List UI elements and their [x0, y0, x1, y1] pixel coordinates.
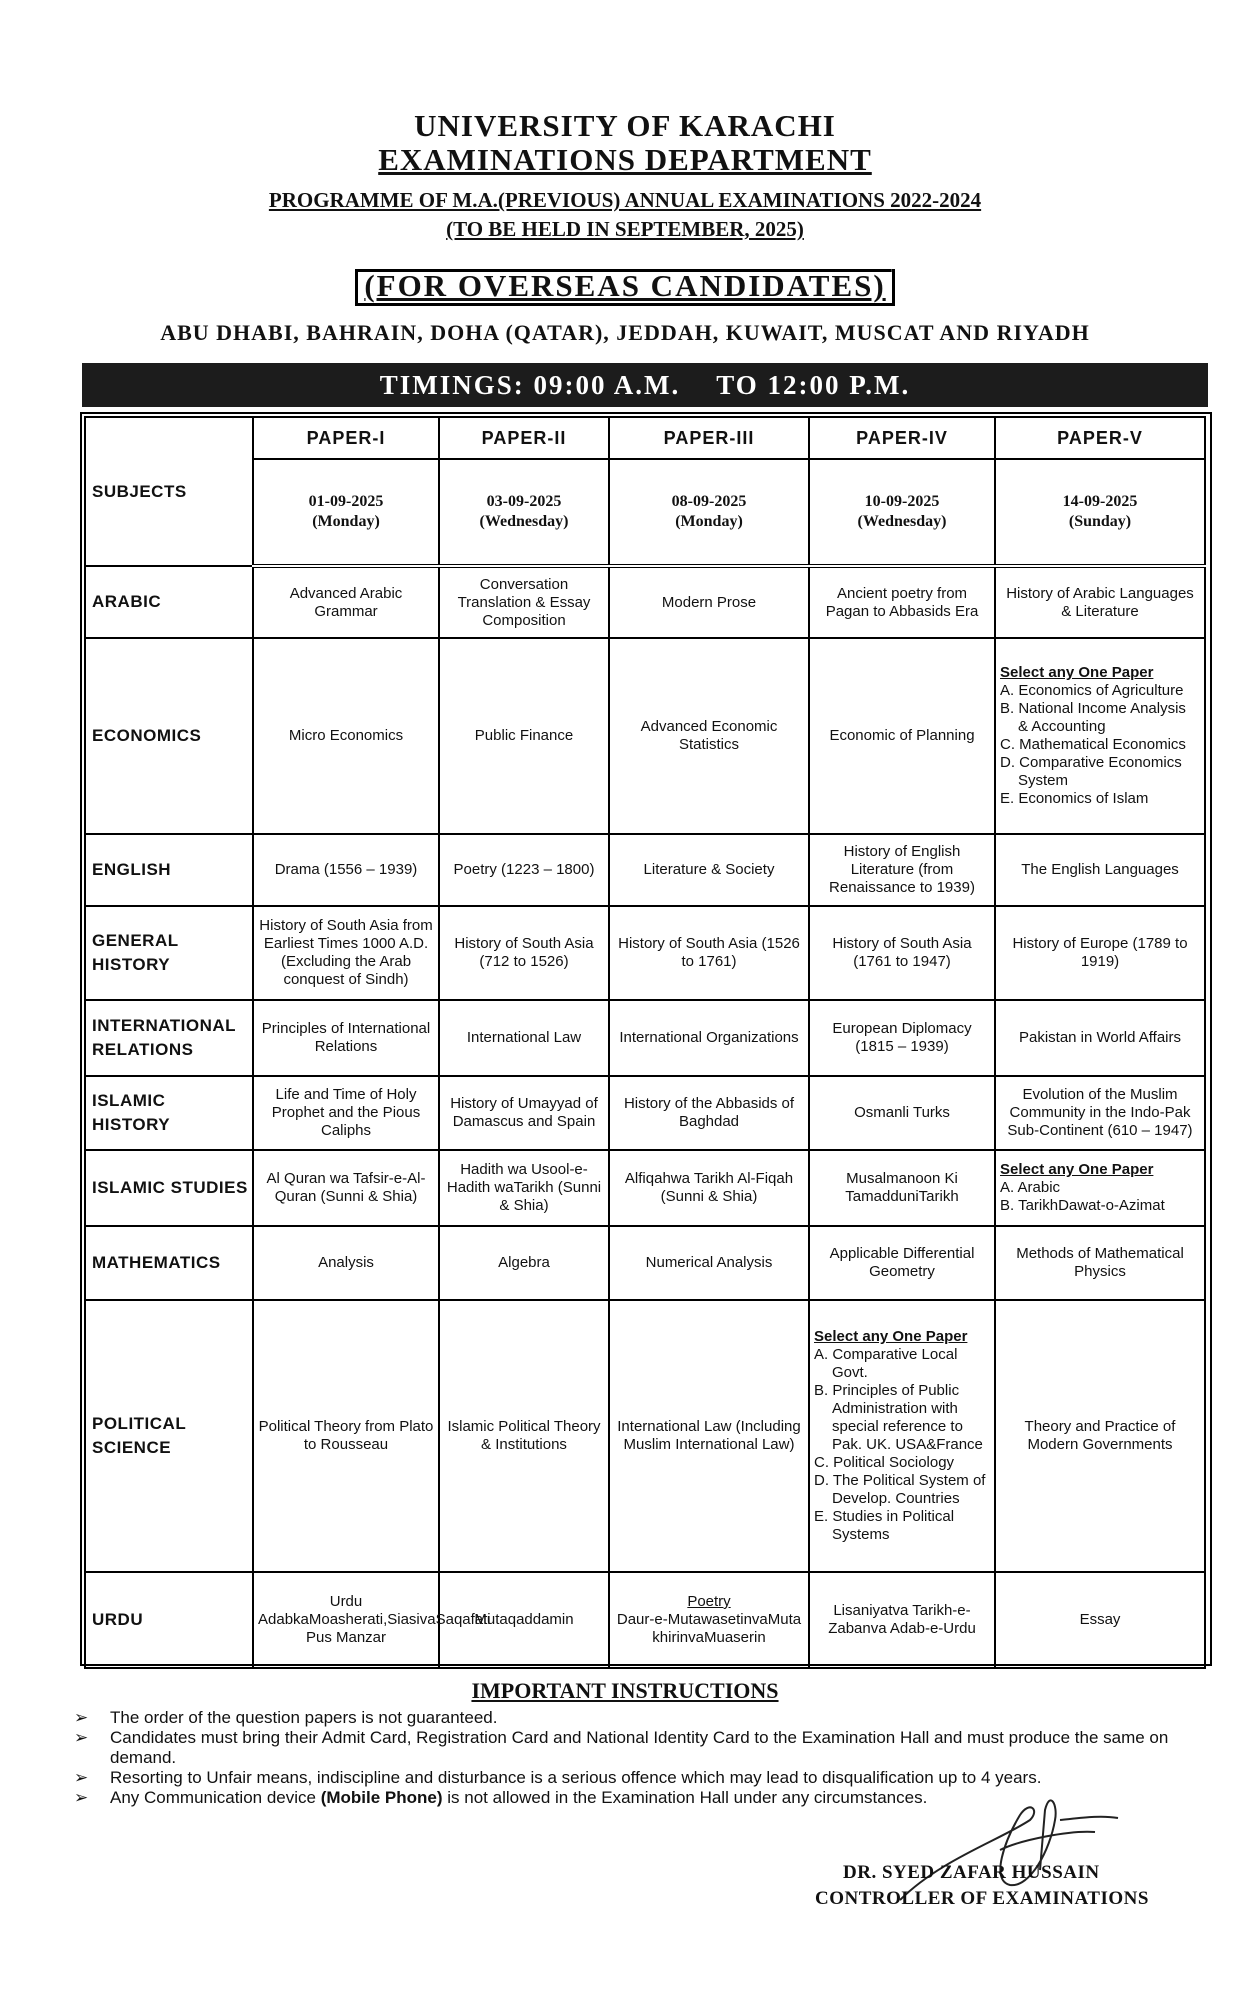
subjects-header: SUBJECTS: [85, 417, 253, 566]
paper-cell: Drama (1556 – 1939): [253, 834, 439, 906]
paper-cell: Political Theory from Plato to Rousseau: [253, 1300, 439, 1572]
option-item: D. The Political System of Develop. Countries: [814, 1472, 986, 1507]
table-row-islamic-studies: [85, 1150, 1205, 1226]
paper-cell: Evolution of the Muslim Community in the Indo-Pak Sub-Continent (610 – 1947): [995, 1076, 1205, 1150]
paper-cell: Numerical Analysis: [609, 1226, 809, 1300]
option-item: B. Principles of Public Administration with special reference to Pak. UK. USA&France: [814, 1382, 983, 1453]
paper-cell: Modern Prose: [609, 566, 809, 638]
subject-cell: URDU: [85, 1572, 253, 1668]
table-row-general-history: [85, 906, 1205, 1000]
subject-cell: INTERNATIONAL RELATIONS: [85, 1000, 253, 1076]
paper-cell: Alfiqahwa Tarikh Al-Fiqah (Sunni & Shia): [609, 1150, 809, 1226]
paper-cell: History of Arabic Languages & Literature: [995, 566, 1205, 638]
option-heading: Select any One Paper: [1000, 1161, 1154, 1178]
paper-cell-options: [995, 638, 1205, 834]
paper-cell: Micro Economics: [253, 638, 439, 834]
paper-4-date: 10-09-2025 (Wednesday): [809, 459, 995, 566]
paper-cell-options: [809, 1300, 995, 1572]
option-item: E. Economics of Islam: [1000, 790, 1149, 807]
candidates-text: (FOR OVERSEAS CANDIDATES): [355, 269, 894, 306]
paper-2-header: PAPER-II: [439, 417, 609, 459]
instructions-title: IMPORTANT INSTRUCTIONS: [471, 1678, 779, 1703]
signatory-name: DR. SYED ZAFAR HUSSAIN: [843, 1862, 1100, 1883]
subject-cell: ECONOMICS: [85, 638, 253, 834]
paper-cell: Musalmanoon Ki TamadduniTarikh: [809, 1150, 995, 1226]
arrow-bullet-icon: ➢: [74, 1768, 89, 1787]
timings-to: TO 12:00 P.M.: [716, 370, 911, 400]
paper-cell: Theory and Practice of Modern Governments: [995, 1300, 1205, 1572]
option-item: A. Economics of Agriculture: [1000, 682, 1184, 699]
paper-4-header: PAPER-IV: [809, 417, 995, 459]
university-name: UNIVERSITY OF KARACHI: [414, 108, 836, 143]
list-item: ➢ Any Communication device (Mobile Phone) is not allowed in the Examination Hall under any circumstances.: [74, 1788, 928, 1807]
poetry-heading: Poetry: [687, 1593, 731, 1610]
subject-cell: ENGLISH: [85, 834, 253, 906]
table-row-political-science: [85, 1300, 1205, 1572]
paper-cell: Essay: [995, 1572, 1205, 1668]
arrow-bullet-icon: ➢: [74, 1788, 89, 1807]
subject-cell: POLITICAL SCIENCE: [85, 1300, 253, 1572]
paper-2-date: 03-09-2025 (Wednesday): [439, 459, 609, 566]
paper-cell: History of the Abbasids of Baghdad: [609, 1076, 809, 1150]
poetry-body: Daur-e-MutawasetinvaMutakhirinvaMuaserin: [616, 1611, 802, 1646]
paper-cell: Urdu AdabkaMoasherati,SiasivaSaqafati Pus Manzar: [253, 1572, 439, 1668]
paper-cell: History of South Asia (712 to 1526): [439, 906, 609, 1000]
paper-cell: Poetry (1223 – 1800): [439, 834, 609, 906]
paper-cell: Advanced Economic Statistics: [609, 638, 809, 834]
paper-date-row: [85, 459, 1205, 566]
paper-cell: European Diplomacy (1815 – 1939): [809, 1000, 995, 1076]
paper-cell: Pakistan in World Affairs: [995, 1000, 1205, 1076]
subject-cell: MATHEMATICS: [85, 1226, 253, 1300]
paper-cell: International Law (Including Muslim International Law): [609, 1300, 809, 1572]
exam-centres: ABU DHABI, BAHRAIN, DOHA (QATAR), JEDDAH, KUWAIT, MUSCAT AND RIYADH: [160, 320, 1090, 345]
subject-cell: GENERAL HISTORY: [85, 906, 253, 1000]
paper-cell: Principles of International Relations: [253, 1000, 439, 1076]
held-date: [0, 217, 1250, 242]
paper-cell: Ancient poetry from Pagan to Abbasids Era: [809, 566, 995, 638]
table-row-islamic-history: [85, 1076, 1205, 1150]
paper-cell: The English Languages: [995, 834, 1205, 906]
table-row-urdu: [85, 1572, 1205, 1668]
option-item: D. Comparative Economics System: [1000, 754, 1182, 789]
paper-cell: Public Finance: [439, 638, 609, 834]
signatory-title: CONTROLLER OF EXAMINATIONS: [815, 1888, 1149, 1909]
paper-5-header: PAPER-V: [995, 417, 1205, 459]
paper-cell: Mutaqaddamin: [439, 1572, 609, 1668]
paper-cell: Hadith wa Usool-e-Hadith waTarikh (Sunni & Shia): [439, 1150, 609, 1226]
paper-cell: Analysis: [253, 1226, 439, 1300]
paper-cell: Methods of Mathematical Physics: [995, 1226, 1205, 1300]
programme-text: PROGRAMME OF M.A.(PREVIOUS) ANNUAL EXAMINATIONS 2022-2024: [268, 188, 982, 212]
arrow-bullet-icon: ➢: [74, 1728, 89, 1747]
candidates-banner: [0, 268, 1250, 306]
subject-cell: ISLAMIC STUDIES: [85, 1150, 253, 1226]
list-item: ➢ The order of the question papers is not guaranteed.: [74, 1708, 498, 1727]
paper-cell: [609, 1572, 809, 1668]
paper-cell: History of South Asia (1761 to 1947): [809, 906, 995, 1000]
option-item: A. Comparative Local Govt.: [814, 1346, 958, 1381]
timings-label: TIMINGS: 09:00 A.M.: [379, 370, 681, 400]
option-heading: Select any One Paper: [1000, 664, 1154, 681]
option-item: E. Studies in Political Systems: [814, 1508, 955, 1543]
option-heading: Select any One Paper: [814, 1328, 968, 1345]
paper-cell: Osmanli Turks: [809, 1076, 995, 1150]
option-item: C. Political Sociology: [814, 1454, 955, 1471]
table-row-english: [85, 834, 1205, 906]
list-item: ➢ Candidates must bring their Admit Card, Registration Card and National Identity Card to the Examination Hall and must produce the same on demand.: [74, 1728, 1169, 1767]
paper-3-header: PAPER-III: [609, 417, 809, 459]
paper-1-date: 01-09-2025 (Monday): [253, 459, 439, 566]
paper-cell: Conversation Translation & Essay Composition: [439, 566, 609, 638]
option-item: A. Arabic: [1000, 1179, 1061, 1196]
table-row-arabic: [85, 566, 1205, 638]
paper-cell: History of Europe (1789 to 1919): [995, 906, 1205, 1000]
paper-cell-options: [995, 1150, 1205, 1226]
timings-bar: [82, 363, 1208, 407]
paper-cell: Lisaniyatva Tarikh-e-Zabanva Adab-e-Urdu: [809, 1572, 995, 1668]
paper-cell: History of Umayyad of Damascus and Spain: [439, 1076, 609, 1150]
table-row-international-relations: [85, 1000, 1205, 1076]
paper-cell: History of English Literature (from Renaissance to 1939): [809, 834, 995, 906]
table-row-economics: [85, 638, 1205, 834]
paper-cell: Islamic Political Theory & Institutions: [439, 1300, 609, 1572]
paper-cell: Economic of Planning: [809, 638, 995, 834]
paper-cell: History of South Asia (1526 to 1761): [609, 906, 809, 1000]
paper-cell: Al Quran wa Tafsir-e-Al-Quran (Sunni & Shia): [253, 1150, 439, 1226]
option-item: B. TarikhDawat-o-Azimat: [1000, 1197, 1165, 1214]
paper-1-header: PAPER-I: [253, 417, 439, 459]
held-text: (TO BE HELD IN SEPTEMBER, 2025): [446, 217, 804, 241]
paper-cell: History of South Asia from Earliest Times 1000 A.D. (Excluding the Arab conquest of Sindh): [253, 906, 439, 1000]
paper-header-row: [85, 417, 1205, 459]
exam-schedule-table: [84, 416, 1206, 1669]
option-item: B. National Income Analysis & Accounting: [1000, 700, 1186, 735]
department-text: EXAMINATIONS DEPARTMENT: [378, 142, 872, 177]
department-name: [0, 142, 1250, 178]
paper-3-date: 08-09-2025 (Monday): [609, 459, 809, 566]
paper-cell: Applicable Differential Geometry: [809, 1226, 995, 1300]
arrow-bullet-icon: ➢: [74, 1708, 89, 1727]
paper-cell: Advanced Arabic Grammar: [253, 566, 439, 638]
paper-cell: Life and Time of Holy Prophet and the Pious Caliphs: [253, 1076, 439, 1150]
list-item: ➢ Resorting to Unfair means, indiscipline and disturbance is a serious offence which may lead to disqualification up to 4 years.: [74, 1768, 1042, 1787]
subject-cell: ISLAMIC HISTORY: [85, 1076, 253, 1150]
paper-cell: Algebra: [439, 1226, 609, 1300]
paper-cell: International Organizations: [609, 1000, 809, 1076]
paper-cell: Literature & Society: [609, 834, 809, 906]
option-item: C. Mathematical Economics: [1000, 736, 1186, 753]
paper-cell: International Law: [439, 1000, 609, 1076]
subject-cell: ARABIC: [85, 566, 253, 638]
table-row-mathematics: [85, 1226, 1205, 1300]
programme-title: [0, 188, 1250, 213]
paper-5-date: 14-09-2025 (Sunday): [995, 459, 1205, 566]
